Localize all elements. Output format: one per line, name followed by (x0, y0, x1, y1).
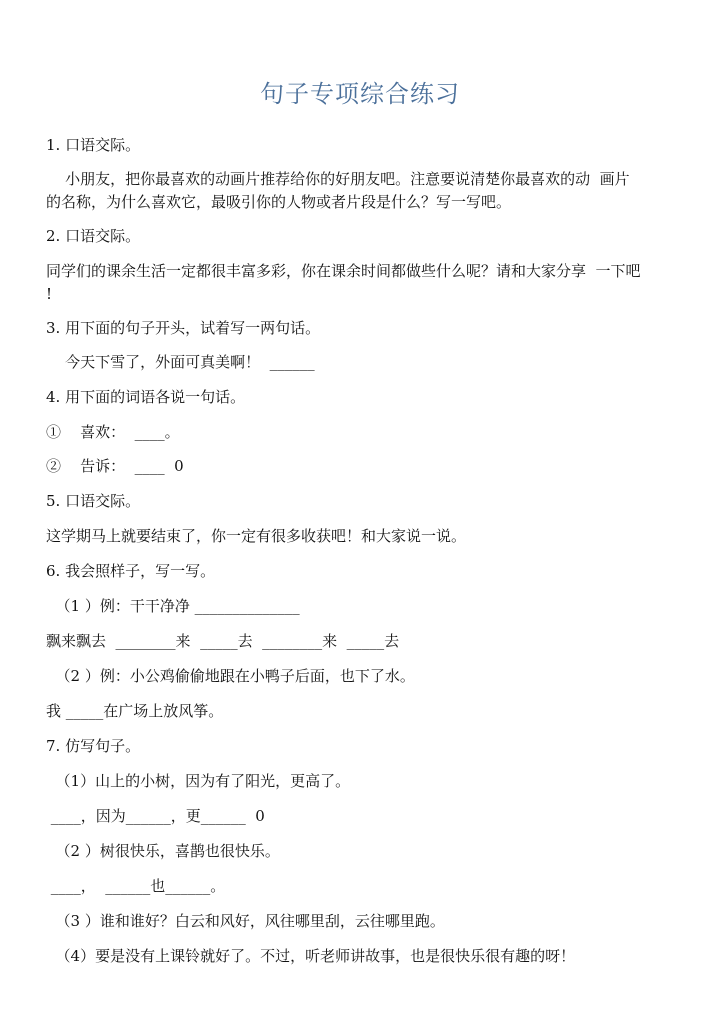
page-title: 句子专项综合练习 (260, 80, 460, 108)
question-6-item-1-answer: 飘来飘去 ________来 _____去 ________来 _____去 (46, 632, 400, 650)
question-2-text-line-2: ! (46, 285, 53, 303)
question-7-heading: 7. 仿写句子。 (46, 737, 141, 755)
question-1-text-line-1: 小朋友，把你最喜欢的动画片推荐给你的好朋友吧。注意要说清楚你最喜欢的动 画片 (46, 170, 630, 188)
question-7-item-4: （4）要是没有上课铃就好了。不过，听老师讲故事，也是很快乐很有趣的呀！ (46, 947, 576, 965)
question-4-heading: 4. 用下面的词语各说一句话。 (46, 388, 246, 406)
question-1-heading: 1. 口语交际。 (46, 136, 141, 154)
question-3-heading: 3. 用下面的句子开头，试着写一两句话。 (46, 319, 321, 337)
question-6-heading: 6. 我会照样子，写一写。 (46, 562, 216, 580)
question-7-item-1: （1）山上的小树，因为有了阳光，更高了。 (46, 772, 351, 790)
question-4-item-1: ① 喜欢： ____。 (46, 423, 180, 441)
question-5-heading: 5. 口语交际。 (46, 492, 141, 510)
question-7-item-2-answer: ____， ______也______。 (46, 877, 226, 895)
question-5-text: 这学期马上就要结束了，你一定有很多收获吧！和大家说一说。 (46, 527, 467, 545)
question-2-heading: 2. 口语交际。 (46, 227, 141, 245)
question-3-text: 今天下雪了，外面可真美啊！ ______ (46, 353, 315, 371)
question-7-item-2: （2 ）树很快乐，喜鹊也很快乐。 (46, 842, 280, 860)
question-7-item-3: （3 ）谁和谁好？白云和风好，风往哪里刮，云往哪里跑。 (46, 912, 445, 930)
question-6-item-1: （1 ）例：干干净净 ______________ (46, 597, 300, 615)
question-4-item-2: ② 告诉： ____ 0 (46, 457, 184, 475)
question-2-text-line-1: 同学们的课余生活一定都很丰富多彩，你在课余时间都做些什么呢？请和大家分享 一下吧 (46, 262, 641, 280)
question-7-item-1-answer: ____，因为______，更______ 0 (46, 807, 265, 825)
question-6-item-2-answer: 我 _____在广场上放风筝。 (46, 702, 224, 720)
question-6-item-2: （2 ）例：小公鸡偷偷地跟在小鸭子后面，也下了水。 (46, 667, 415, 685)
question-1-text-line-2: 的名称，为什么喜欢它，最吸引你的人物或者片段是什么？写一写吧。 (46, 193, 512, 211)
